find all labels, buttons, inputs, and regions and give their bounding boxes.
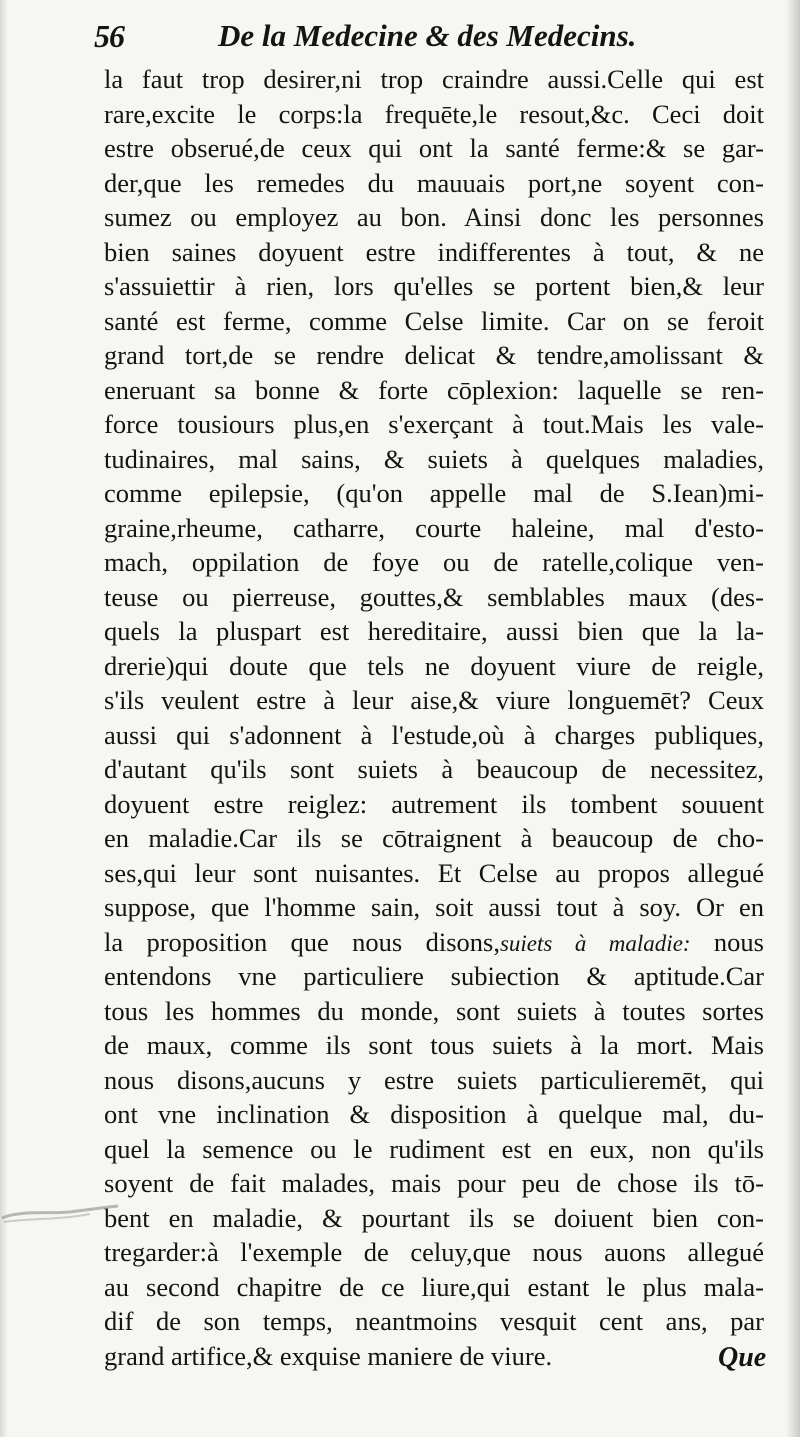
text-line: drerie)qui doute que tels ne doyuent viure de reigle, [104,650,764,681]
text-line: ont vne inclination & disposition à quelque mal, du- [104,1099,764,1129]
text-line: bent en maladie, & pourtant ils se doiuent bien con- [104,1202,764,1233]
body-text [104,62,767,1373]
text-line: graine,rheume, catharre, courte haleine, mal d'esto- [104,512,764,543]
page-gutter-shadow [786,0,800,1437]
text-line: force tousiours plus,en s'exerçant à tout.Mais les vale- [104,409,764,439]
text-line: de maux, comme ils sont tous suiets à la mort. Mais [104,1030,764,1060]
text-line: ses,qui leur sont nuisantes. Et Celse au propos allegué [104,857,764,888]
running-title: De la Medecine & des Medecins. [218,18,637,53]
text-line: santé est ferme, comme Celse limite. Car on se feroit [104,305,764,336]
text-line: sumez ou employez au bon. Ainsi donc les personnes [104,202,764,232]
text-line: suppose, que l'homme sain, soit aussi tout à soy. Or en [104,892,764,922]
text-line: d'autant qu'ils sont suiets à beaucoup de necessitez, [104,754,764,784]
text-line-with-italic [104,925,764,960]
text-line: la faut trop desirer,ni trop craindre aussi.Celle qui est [104,64,764,94]
page-header [94,14,774,58]
page-number: 56 [94,18,124,54]
text-line: grand tort,de se rendre delicat & tendre,amolissant & [104,340,764,370]
text-line: teuse ou pierreuse, gouttes,& semblables maux (des- [104,581,764,612]
text-line: bien saines doyuent estre indifferentes à tout, & ne [104,236,764,267]
text-line: soyent de fait malades, mais pour peu de chose ils tō- [104,1168,764,1198]
text-segment: la proposition que nous disons, [104,926,500,957]
text-line: estre obserué,de ceux qui ont la santé ferme:& se gar- [104,133,764,163]
text-line: rare,excite le corps:la frequēte,le resout,&c. Ceci doit [104,98,764,129]
text-line: nous disons,aucuns y estre suiets particulieremēt, qui [104,1064,764,1095]
text-line: aussi qui s'adonnent à l'estude,où à charges publiques, [104,719,764,750]
text-line: tudinaires, mal sains, & suiets à quelques maladies, [104,443,764,474]
text-line: comme epilepsie, (qu'on appelle mal de S.Iean)mi- [104,478,764,508]
ink-smudge-mark [0,1200,120,1230]
text-line: au second chapitre de ce liure,qui estant le plus mala- [104,1271,764,1302]
text-line: en maladie.Car ils se cōtraignent à beaucoup de cho- [104,823,764,853]
text-line-last: grand artifice,& exquise maniere de viure. [104,1340,553,1371]
text-line: doyuent estre reiglez: autrement ils tombent souuent [104,788,764,819]
text-line: mach, oppilation de foye ou de ratelle,colique ven- [104,547,764,577]
text-line: quels la pluspart est hereditaire, aussi bien que la la- [104,616,764,646]
text-line: eneruant sa bonne & forte cōplexion: laquelle se ren- [104,374,764,405]
text-line: quel la semence ou le rudiment est en eux, non qu'ils [104,1133,764,1164]
text-segment: nous [690,926,764,957]
catchword: Que [718,1342,767,1373]
text-line: s'assuiettir à rien, lors qu'elles se portent bien,& leur [104,271,764,301]
text-line: entendons vne particuliere subiection & aptitude.Car [104,961,764,991]
text-line: tregarder:à l'exemple de celuy,que nous auons allegué [104,1237,764,1267]
text-line: dif de son temps, neantmoins vesquit cent ans, par [104,1306,764,1336]
text-line: der,que les remedes du mauuais port,ne soyent con- [104,167,764,198]
italic-phrase: suiets à maladie: [499,930,691,956]
text-line: tous les hommes du monde, sont suiets à toutes sortes [104,995,764,1026]
text-line: s'ils veulent estre à leur aise,& viure longuemēt? Ceux [104,685,764,715]
